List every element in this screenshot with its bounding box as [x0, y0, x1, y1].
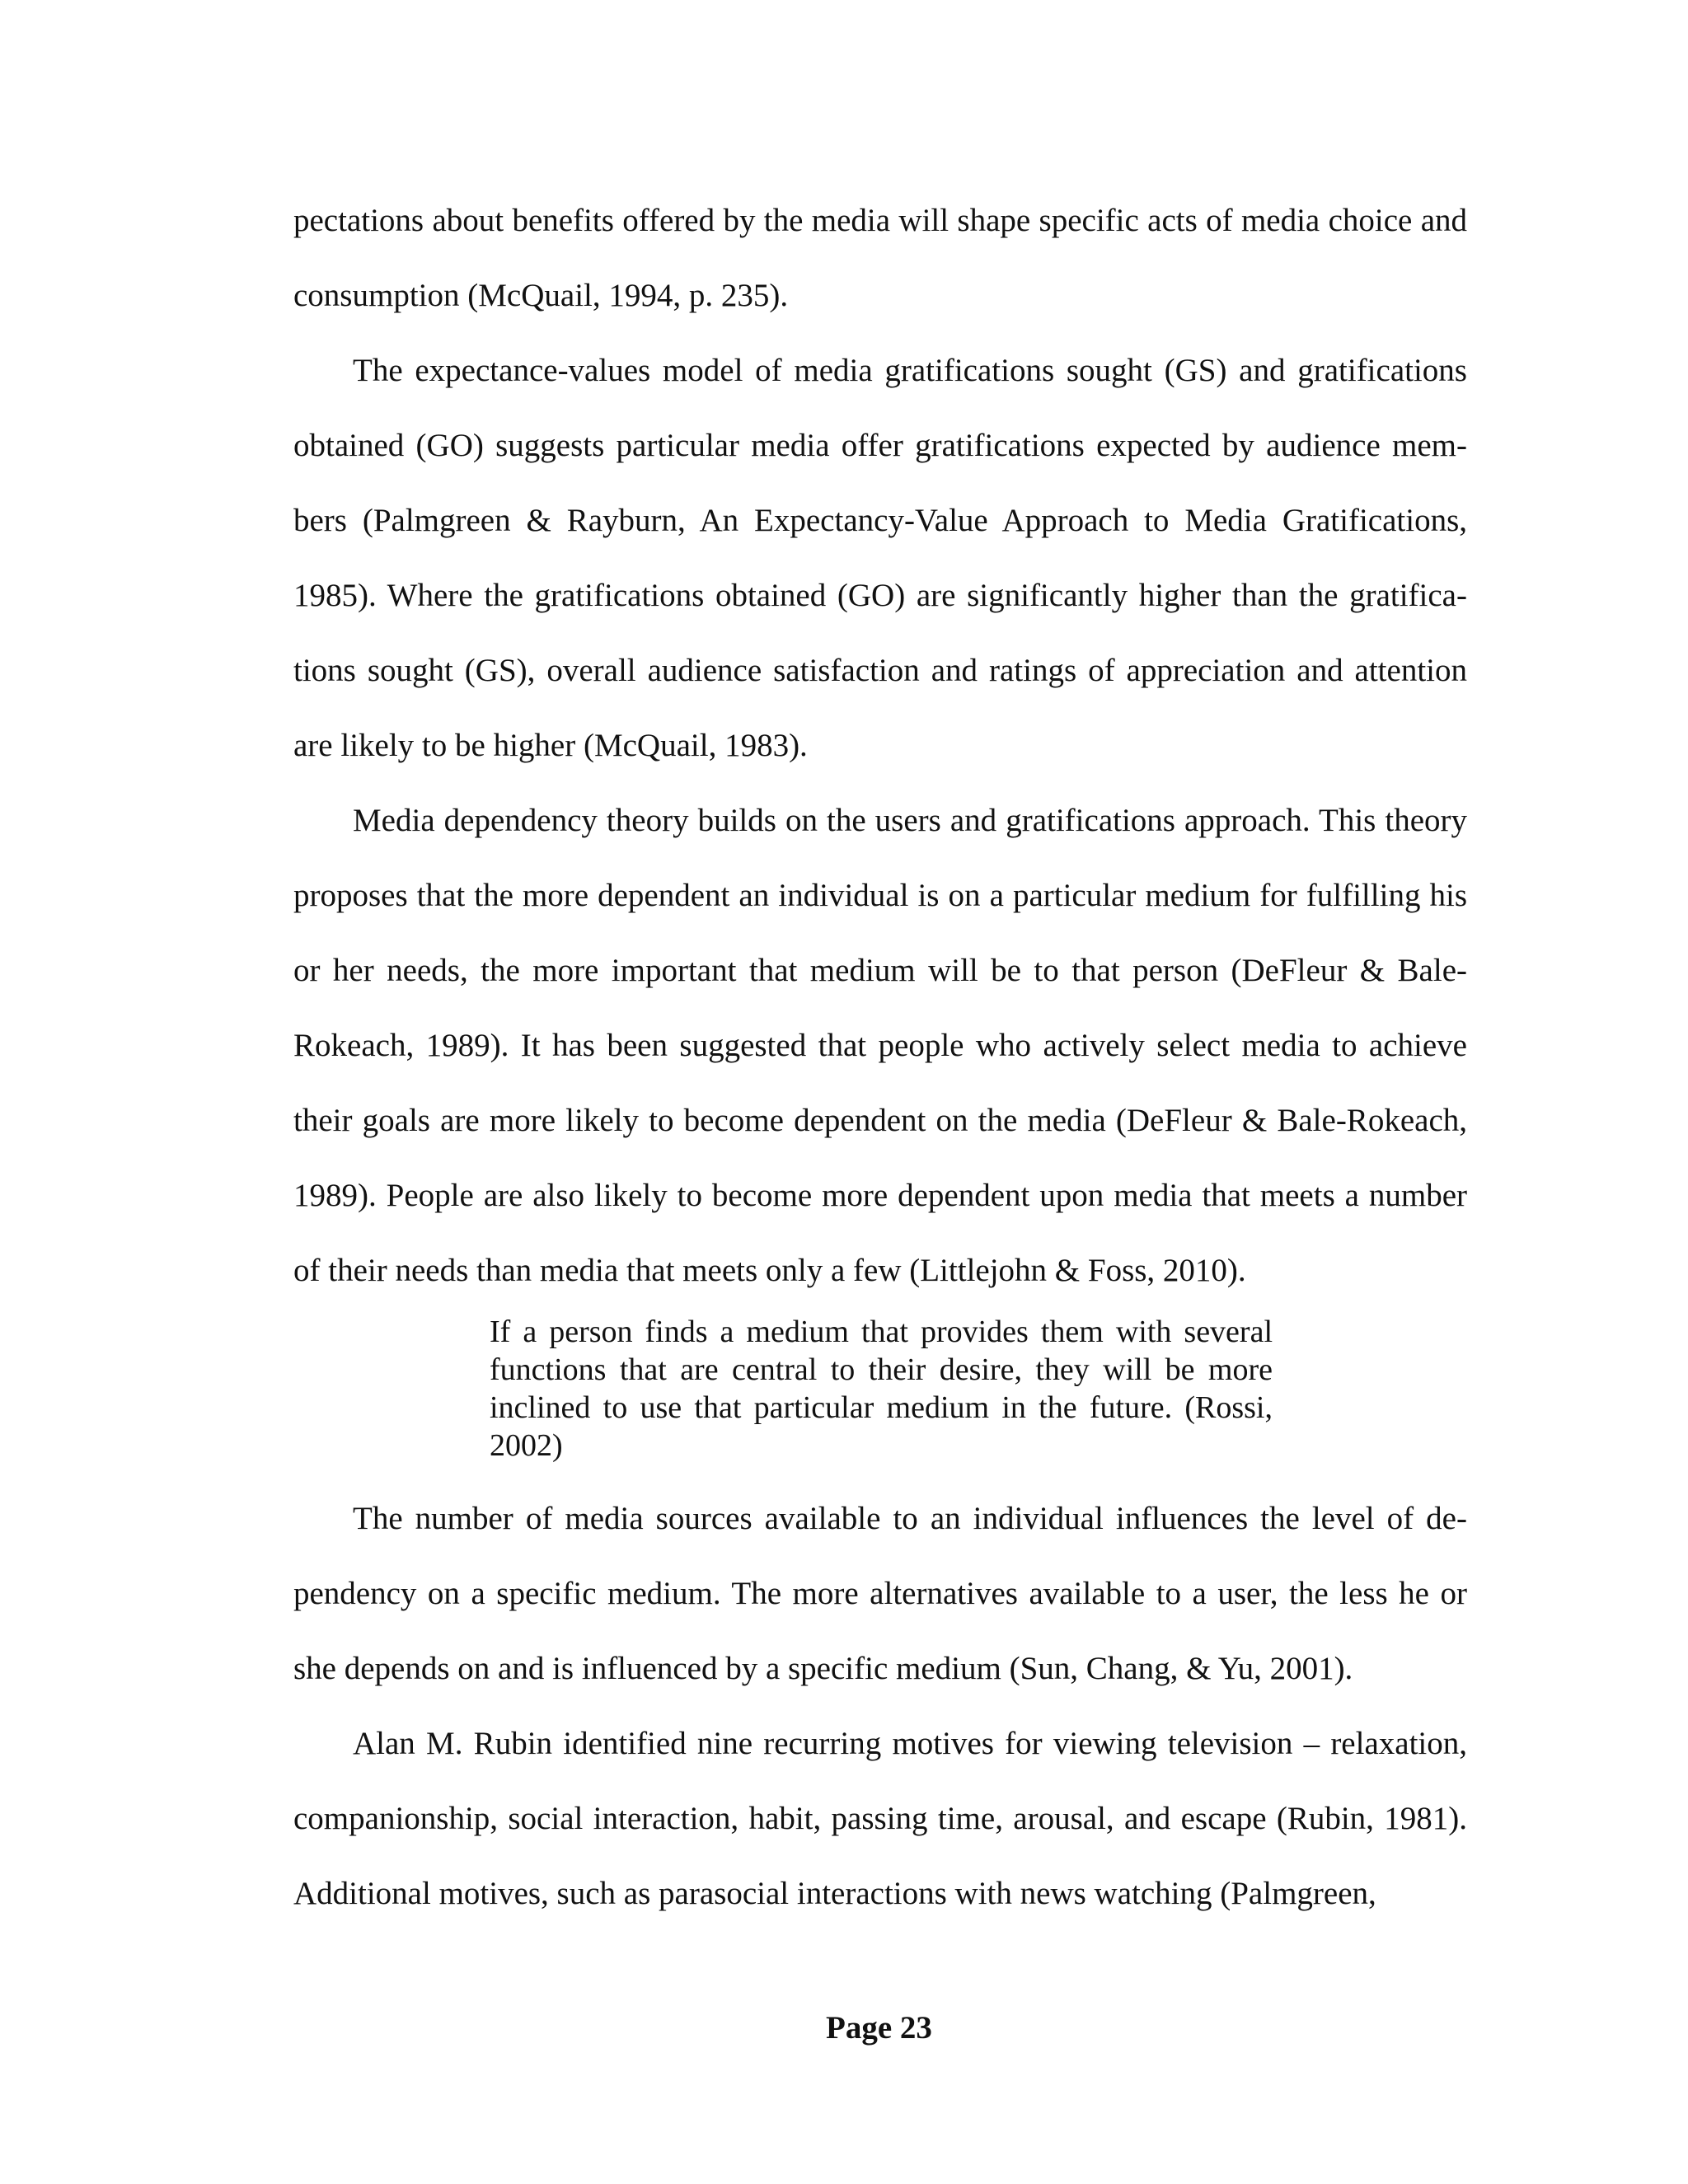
paragraph-rubin-motives: Alan M. Rubin identified nine recurring motives for viewing television – relaxation, companionship, social interaction, habit, passing time, arousal, and escape (Rubin, 1981). Additional motives, such as parasocial interactions with news watching (Palmgreen,: [293, 1726, 1467, 1911]
paragraph-continuation: pectations about benefits offered by the media will shape specific acts of media choice and consumption (McQuail, 1994, p. 235).: [293, 203, 1467, 313]
block-quote: If a person finds a medium that provides them with several functions that are central to their desire, they will be more inclined to use that particular medium in the future. (Rossi, 2002): [490, 1315, 1273, 1463]
body-text: [293, 183, 1467, 1931]
paragraph-expectance-values: The expectance-values model of media gratifications sought (GS) and gratifications obtained (GO) suggests particular media offer gratifications expected by audience members (Palmgreen & Rayburn, An Expectancy-Value Approach to Media Gratifications, 1985). Where the gratifications obtained (GO) are significantly higher than the gratifications sought (GS), overall audience satisfaction and ratings of appreciation and attention are likely to be higher (McQuail, 1983).: [293, 353, 1467, 763]
paragraph-media-sources: The number of media sources available to an individual influences the level of dependency on a specific medium. The more alternatives available to a user, the less he or she depends on and is influenced by a specific medium (Sun, Chang, & Yu, 2001).: [293, 1501, 1467, 1686]
page-number: Page 23: [826, 2010, 932, 2046]
paragraph-media-dependency: Media dependency theory builds on the users and gratifications approach. This theory proposes that the more dependent an individual is on a particular medium for fulfilling his or her needs, the more important that medium will be to that person (DeFleur & Bale-Rokeach, 1989). It has been suggested that people who actively select media to achieve their goals are more likely to become dependent on the media (DeFleur & Bale-Rokeach, 1989). People are also likely to become more dependent upon media that meets a number of their needs than media that meets only a few (Littlejohn & Foss, 2010).: [293, 803, 1467, 1288]
